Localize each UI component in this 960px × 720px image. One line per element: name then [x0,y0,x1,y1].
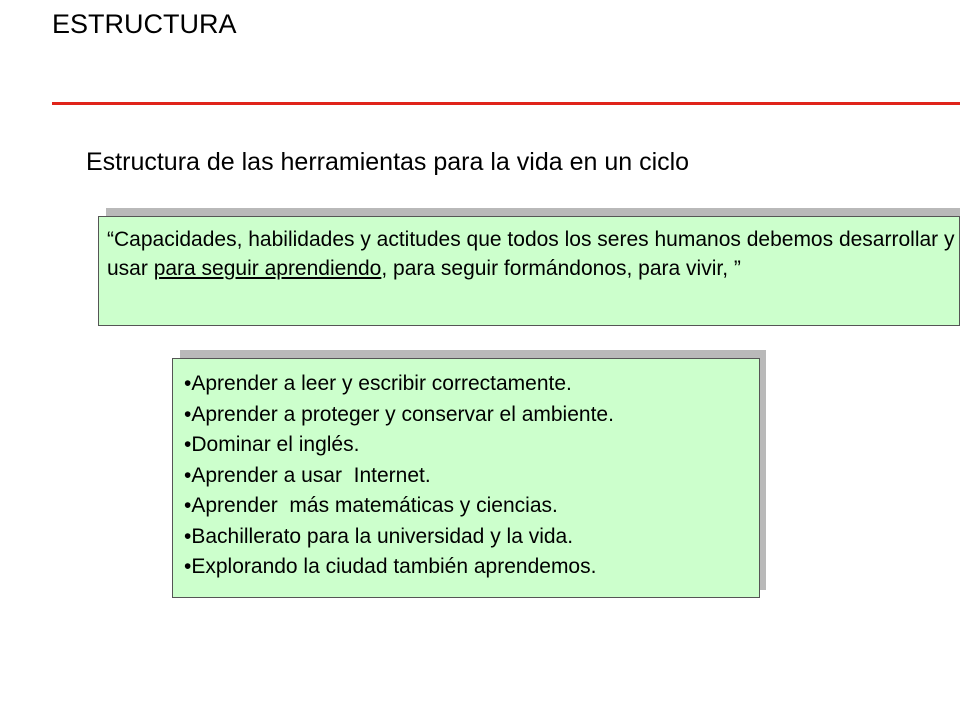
quote-text-start: “Capacidades, habilidades y actitudes que todos los seres humanos debemos desarrollar y usar [107,228,955,280]
list-item: • Aprender a leer y escribir correctamente. [184,369,759,400]
title-divider [52,102,960,105]
quote-text-end: , para seguir formándonos, para vivir, ” [381,257,741,280]
quote-box [98,216,960,326]
slide-subtitle: Estructura de las herramientas para la vida en un ciclo [86,148,690,176]
tools-list-box [172,358,760,598]
list-item: • Aprender a proteger y conservar el ambiente. [184,400,759,431]
list-item: • Aprender más matemáticas y ciencias. [184,491,759,522]
slide-title: ESTRUCTURA [52,9,237,39]
list-item: • Bachillerato para la universidad y la vida. [184,522,759,553]
tools-list [184,369,759,583]
quote-text-underlined: para seguir aprendiendo [153,257,382,280]
list-item: • Explorando la ciudad también aprendemos. [184,552,759,583]
list-item: • Aprender a usar Internet. [184,461,759,492]
list-item: • Dominar el inglés. [184,430,759,461]
